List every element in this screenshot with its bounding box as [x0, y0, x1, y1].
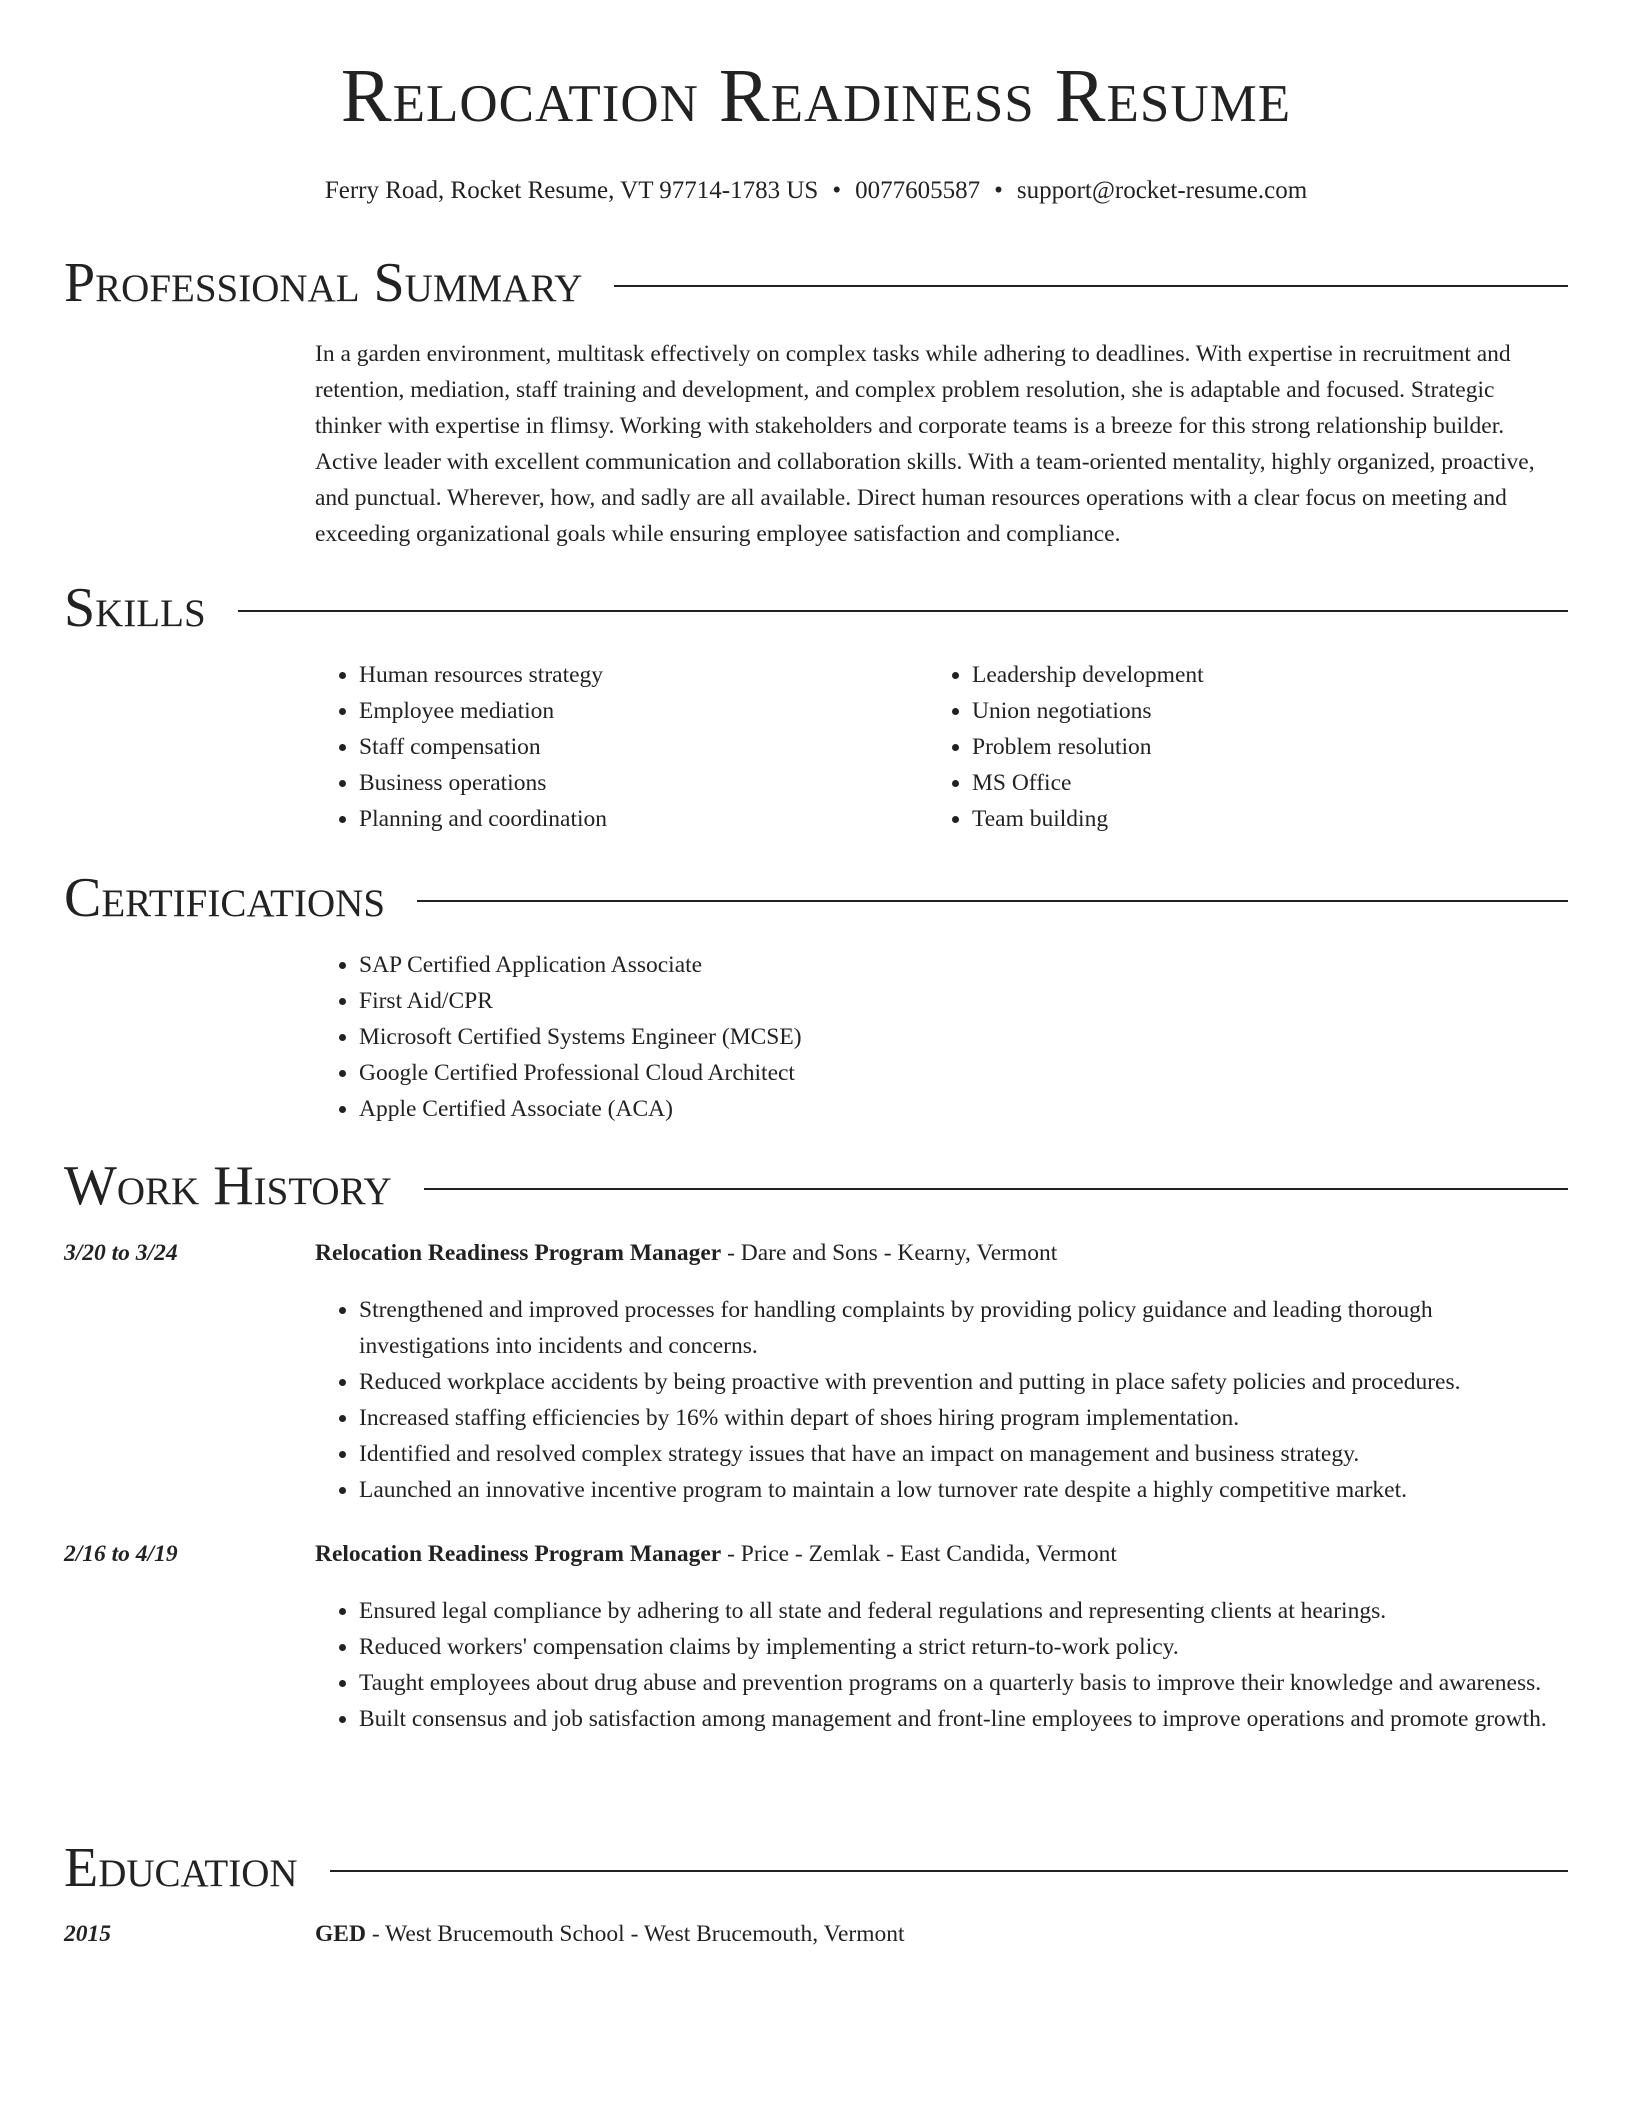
skill-item: • Staff compensation [359, 729, 915, 765]
contact-separator: • [832, 177, 842, 204]
section-divider [417, 900, 1568, 902]
job-bullet: • Ensured legal compliance by adhering to all state and federal regulations and representing clients at hearings. [359, 1593, 1555, 1629]
certifications-section-header [64, 867, 1568, 929]
skill-item: • MS Office [972, 765, 1528, 801]
summary-section-header [64, 252, 1568, 314]
education-section-header [64, 1837, 1568, 1899]
job-bullet: • Reduced workplace accidents by being proactive with prevention and putting in place safety policies and procedures. [359, 1364, 1555, 1400]
skills-title: Skills [64, 577, 206, 639]
skill-item: • Human resources strategy [359, 657, 915, 693]
contact-address: Ferry Road, Rocket Resume, VT 97714-1783 US [324, 177, 819, 204]
contact-separator: • [994, 177, 1003, 204]
education-line [315, 1921, 905, 1948]
work-title: Work History [64, 1155, 392, 1217]
job-bullet: • Launched an innovative incentive program to maintain a low turnover rate despite a highly competitive market. [359, 1472, 1555, 1508]
skill-item: • Problem resolution [972, 729, 1528, 765]
education-school: - West Brucemouth School - West Brucemouth, Vermont [365, 1921, 905, 1947]
job-employer: - Dare and Sons - Kearny, Vermont [721, 1240, 1058, 1266]
section-divider [424, 1188, 1568, 1190]
job-role: Relocation Readiness Program Manager [315, 1541, 722, 1567]
certification-item: • Apple Certified Associate (ACA) [359, 1091, 1555, 1127]
skill-item: • Planning and coordination [359, 801, 915, 837]
work-section-header [64, 1155, 1568, 1217]
job-role: Relocation Readiness Program Manager [315, 1240, 722, 1266]
job-bullet: • Built consensus and job satisfaction among management and front-line employees to improve operations and promote growth. [359, 1701, 1555, 1737]
job-title-line [315, 1240, 1057, 1267]
skills-left-column [315, 657, 915, 837]
section-divider [330, 1870, 1568, 1872]
certification-item: • SAP Certified Application Associate [359, 947, 1555, 983]
job-bullets [315, 1593, 1555, 1737]
contact-email[interactable]: support@rocket-resume.com [1016, 177, 1308, 204]
job-bullet: • Reduced workers' compensation claims by implementing a strict return-to-work policy. [359, 1629, 1555, 1665]
job-bullets [315, 1292, 1555, 1508]
contact-phone: 0077605587 [855, 177, 981, 204]
skill-item: • Union negotiations [972, 693, 1528, 729]
job-bullet: • Taught employees about drug abuse and prevention programs on a quarterly basis to improve their knowledge and awareness. [359, 1665, 1555, 1701]
education-year: 2015 [64, 1921, 111, 1947]
section-divider [614, 285, 1568, 287]
job-bullet: • Increased staffing efficiencies by 16% within depart of shoes hiring program implementation. [359, 1400, 1555, 1436]
skill-item: • Team building [972, 801, 1528, 837]
skill-item: • Business operations [359, 765, 915, 801]
summary-title: Professional Summary [64, 252, 583, 314]
certification-item: • Microsoft Certified Systems Engineer (MCSE) [359, 1019, 1555, 1055]
education-degree: GED [315, 1921, 366, 1947]
job-bullet: • Strengthened and improved processes for handling complaints by providing policy guidance and leading thorough investigations into incidents and concerns. [359, 1292, 1555, 1364]
certifications-list [315, 947, 1555, 1127]
summary-text: In a garden environment, multitask effectively on complex tasks while adhering to deadlines. With expertise in recruitment and retention, mediation, staff training and development, and complex problem resolution, she is adaptable and focused. Strategic thinker with expertise in flimsy. Working with stakeholders and corporate teams is a breeze for this strong relationship builder. Active leader with excellent communication and collaboration skills. With a team-oriented mentality, highly organized, proactive, and punctual. Wherever, how, and sadly are all available. Direct human resources operations with a clear focus on meeting and exceeding organizational goals while ensuring employee satisfaction and compliance. [315, 341, 1535, 547]
job-dates: 3/20 to 3/24 [64, 1240, 178, 1266]
education-title: Education [64, 1837, 298, 1899]
job-title-line [315, 1541, 1117, 1568]
job-dates: 2/16 to 4/19 [64, 1541, 178, 1567]
certification-item: • First Aid/CPR [359, 983, 1555, 1019]
contact-line [0, 176, 1632, 206]
certifications-title: Certifications [64, 867, 386, 929]
skills-section-header [64, 577, 1568, 639]
job-employer: - Price - Zemlak - East Candida, Vermont [721, 1541, 1117, 1567]
job-bullet: • Identified and resolved complex strategy issues that have an impact on management and business strategy. [359, 1436, 1555, 1472]
section-divider [238, 610, 1568, 612]
resume-name: Relocation Readiness Resume [340, 54, 1292, 138]
certification-item: • Google Certified Professional Cloud Architect [359, 1055, 1555, 1091]
skills-right-column [928, 657, 1528, 837]
skill-item: • Employee mediation [359, 693, 915, 729]
skill-item: • Leadership development [972, 657, 1528, 693]
